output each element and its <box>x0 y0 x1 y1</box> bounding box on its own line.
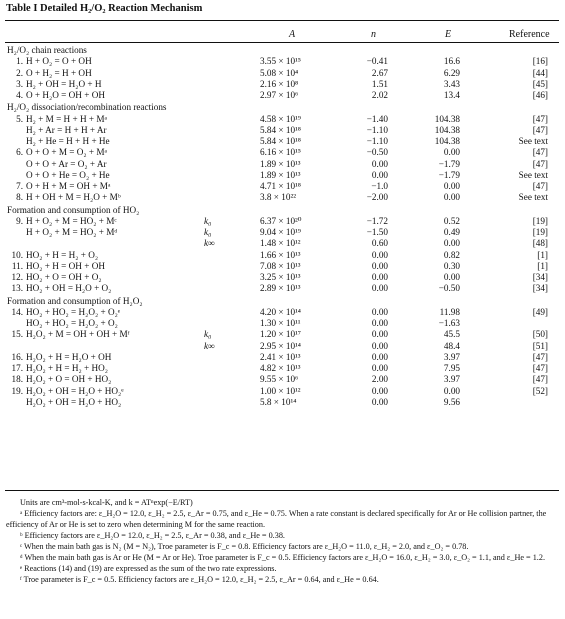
pre-exponential-factor: 1.00 × 10¹² <box>260 385 301 396</box>
reference: [47] <box>532 124 548 135</box>
temperature-exponent: −1.10 <box>366 124 388 135</box>
pre-exponential-factor: 6.16 × 10¹⁵ <box>260 147 301 158</box>
pre-exponential-factor: 4.58 × 10¹⁹ <box>260 113 301 124</box>
reaction-number: 8. <box>16 192 23 203</box>
activation-energy: 0.00 <box>443 238 460 249</box>
reference: [47] <box>532 351 548 362</box>
pre-exponential-factor: 2.89 × 10¹³ <box>260 283 301 294</box>
pre-exponential-factor: 1.30 × 10¹¹ <box>260 318 301 328</box>
section-heading <box>0 45 565 56</box>
reaction-number: 4. <box>16 90 23 100</box>
reaction-number: 6. <box>16 147 23 158</box>
section-heading <box>0 296 565 307</box>
reference: See text <box>518 136 548 146</box>
reaction-equation: H₂ + OH = H₂O + H <box>26 78 102 89</box>
table-row <box>0 136 565 147</box>
reference: [47] <box>532 158 548 169</box>
pre-exponential-factor: 1.89 × 10¹³ <box>260 169 301 180</box>
temperature-exponent: 2.02 <box>371 90 388 100</box>
header-e: E <box>445 29 452 40</box>
temperature-exponent: 0.00 <box>371 272 388 282</box>
activation-energy: 13.4 <box>443 90 460 100</box>
reaction-equation: HO₂ + H = OH + OH <box>26 260 105 271</box>
table-row <box>0 125 565 136</box>
table-row <box>0 329 565 340</box>
table-row <box>0 227 565 238</box>
pre-exponential-factor: 4.71 × 10¹⁸ <box>260 181 301 191</box>
reaction-number: 3. <box>16 78 23 89</box>
activation-energy: −1.63 <box>438 318 460 328</box>
pre-exponential-factor: 3.8 × 10²² <box>260 192 296 203</box>
pre-exponential-factor: 5.84 × 10¹⁸ <box>260 124 301 135</box>
activation-energy: 7.95 <box>443 363 460 373</box>
table-row <box>0 90 565 101</box>
temperature-exponent: 0.00 <box>371 340 388 351</box>
table-row <box>0 114 565 125</box>
reference: [19] <box>532 227 548 237</box>
reaction-equation: H₂ + He = H + H + He <box>26 136 110 146</box>
reference: See text <box>518 192 548 203</box>
reference: [47] <box>532 181 548 191</box>
table-row <box>0 352 565 363</box>
table-row <box>0 56 565 67</box>
pre-exponential-factor: 2.41 × 10¹³ <box>260 351 301 362</box>
temperature-exponent: 0.00 <box>371 260 388 271</box>
reaction-number: 17. <box>11 363 23 373</box>
temperature-exponent: 0.00 <box>371 249 388 260</box>
reference: [46] <box>532 90 548 100</box>
temperature-exponent: −2.00 <box>366 192 388 203</box>
pre-exponential-factor: 9.55 × 10⁶ <box>260 374 299 385</box>
table-row <box>0 159 565 170</box>
reference: See text <box>518 169 548 180</box>
reaction-equation: H₂O₂ + M = OH + OH + Mᶠ <box>26 329 130 340</box>
table-row <box>0 79 565 90</box>
temperature-exponent: −1.10 <box>366 136 388 146</box>
pre-exponential-factor: 2.95 × 10¹⁴ <box>260 340 301 351</box>
temperature-exponent: 0.00 <box>371 351 388 362</box>
reaction-equation: O + H + M = OH + Mᵃ <box>26 181 111 191</box>
section-heading-text: H₂/O₂ dissociation/recombination reactions <box>7 102 167 113</box>
pre-exponential-factor: 1.48 × 10¹² <box>260 238 301 249</box>
reference: [47] <box>532 374 548 385</box>
pre-exponential-factor: 4.82 × 10¹³ <box>260 363 301 373</box>
reference: [34] <box>532 272 548 282</box>
top-rule <box>5 20 559 21</box>
footnote: ᶠ Troe parameter is F_c = 0.5. Efficiency factors are ε_H₂O = 12.0, ε_H₂ = 2.5, ε_Ar = 0.64, and ε_He = 0.64. <box>20 575 379 584</box>
table-row <box>0 261 565 272</box>
activation-energy: 0.30 <box>443 260 460 271</box>
temperature-exponent: 0.00 <box>371 318 388 328</box>
reaction-equation: H₂O₂ + O = OH + HO₂ <box>26 374 112 385</box>
header-reference: Reference <box>509 29 550 40</box>
activation-energy: 11.98 <box>439 306 460 317</box>
reaction-equation: H₂ + M = H + H + Mᵃ <box>26 113 108 124</box>
header-n: n <box>371 29 376 40</box>
temperature-exponent: 0.00 <box>371 158 388 169</box>
pre-exponential-factor: 5.84 × 10¹⁸ <box>260 136 301 146</box>
rate-limit-label: k₀ <box>204 227 212 237</box>
table-row <box>0 341 565 352</box>
header-a: A <box>289 29 296 40</box>
activation-energy: 104.38 <box>434 136 460 146</box>
activation-energy: 0.52 <box>443 215 460 226</box>
table-row <box>0 272 565 283</box>
header-rule <box>5 42 559 43</box>
reaction-equation: O + H₂O = OH + OH <box>26 90 105 100</box>
section-heading <box>0 205 565 216</box>
activation-energy: −1.79 <box>438 158 460 169</box>
temperature-exponent: −1.50 <box>366 227 388 237</box>
activation-energy: 104.38 <box>434 113 460 124</box>
activation-energy: −1.79 <box>438 169 460 180</box>
section-heading <box>0 102 565 113</box>
table-row <box>0 181 565 192</box>
pre-exponential-factor: 1.66 × 10¹³ <box>260 249 301 260</box>
temperature-exponent: −1.40 <box>366 113 388 124</box>
table-row <box>0 374 565 385</box>
pre-exponential-factor: 3.25 × 10¹³ <box>260 272 301 282</box>
table-row <box>0 147 565 158</box>
footnote: ᵉ Reactions (14) and (19) are expressed as the sum of the two rate expressions. <box>20 564 277 573</box>
reaction-equation: HO₂ + O = OH + O₂ <box>26 272 102 282</box>
reaction-equation: O + O + M = O₂ + Mᵃ <box>26 147 108 158</box>
reaction-equation: O + O + Ar = O₂ + Ar <box>26 158 107 169</box>
rate-limit-label: k∞ <box>204 238 215 249</box>
table-title: Table I Detailed H₂/O₂ Reaction Mechanism <box>6 3 203 14</box>
reaction-number: 13. <box>11 283 23 294</box>
reaction-equation: H + OH + M = H₂O + Mᵇ <box>26 192 121 203</box>
pre-exponential-factor: 5.08 × 10⁴ <box>260 67 299 78</box>
table-row <box>0 283 565 294</box>
reaction-equation: H + O₂ = O + OH <box>26 56 92 67</box>
reaction-number: 9. <box>16 215 23 226</box>
reaction-equation: H + O₂ + M = HO₂ + Mᵈ <box>26 227 118 237</box>
table-row <box>0 250 565 261</box>
section-heading-text: H₂/O₂ chain reactions <box>7 45 87 55</box>
reaction-equation: H₂O₂ + H = H₂ + HO₂ <box>26 363 108 373</box>
table-footnotes <box>6 497 556 585</box>
footnote: ᵃ Efficiency factors are: ε_H₂O = 12.0, ε_H₂ = 2.5, ε_Ar = 0.75, and ε_He = 0.75. When a rate constant is declared specifically for Ar or He collision partner, the efficiency of Ar or He is set to zero when determining M for the same reaction. <box>6 509 547 529</box>
temperature-exponent: 0.00 <box>371 396 388 407</box>
reaction-table-body <box>0 45 565 408</box>
rate-limit-label: k₀ <box>204 329 212 340</box>
reference: [47] <box>532 113 548 124</box>
table-row <box>0 238 565 249</box>
activation-energy: 104.38 <box>434 124 460 135</box>
table-row <box>0 307 565 318</box>
activation-energy: 9.56 <box>443 396 460 407</box>
table-row <box>0 192 565 203</box>
temperature-exponent: 0.00 <box>371 306 388 317</box>
activation-energy: 6.29 <box>443 67 460 78</box>
activation-energy: 3.97 <box>443 374 460 385</box>
activation-energy: −0.50 <box>438 283 460 294</box>
footnote: ᵇ Efficiency factors are ε_H₂O = 12.0, ε_H₂ = 2.5, ε_Ar = 0.38, and ε_He = 0.38. <box>20 531 285 540</box>
activation-energy: 3.97 <box>443 351 460 362</box>
activation-energy: 16.6 <box>443 56 460 67</box>
reference: [48] <box>532 238 548 249</box>
reference: [52] <box>532 385 548 396</box>
reaction-number: 7. <box>16 181 23 191</box>
reaction-number: 14. <box>11 306 23 317</box>
reaction-equation: H₂ + Ar = H + H + Ar <box>26 124 107 135</box>
temperature-exponent: 2.00 <box>371 374 388 385</box>
reaction-equation: H₂O₂ + H = H₂O + OH <box>26 351 112 362</box>
activation-energy: 45.5 <box>443 329 460 340</box>
activation-energy: 0.00 <box>443 181 460 191</box>
temperature-exponent: 0.00 <box>371 363 388 373</box>
reference: [1] <box>537 260 548 271</box>
pre-exponential-factor: 2.97 × 10⁶ <box>260 90 299 100</box>
pre-exponential-factor: 1.89 × 10¹³ <box>260 158 301 169</box>
activation-energy: 3.43 <box>443 78 460 89</box>
reaction-equation: H + O₂ + M = HO₂ + Mᶜ <box>26 215 117 226</box>
reaction-equation: HO₂ + HO₂ = H₂O₂ + O₂ <box>26 318 118 328</box>
table-row <box>0 363 565 374</box>
section-heading-text: Formation and consumption of H₂O₂ <box>7 295 143 306</box>
temperature-exponent: −1.72 <box>366 215 388 226</box>
temperature-exponent: −0.50 <box>366 147 388 158</box>
reference: [34] <box>532 283 548 294</box>
reaction-number: 12. <box>11 272 23 282</box>
activation-energy: 0.00 <box>443 147 460 158</box>
pre-exponential-factor: 6.37 × 10²⁰ <box>260 215 302 226</box>
pre-exponential-factor: 5.8 × 10¹⁴ <box>260 396 297 407</box>
rate-limit-label: k₀ <box>204 215 212 226</box>
reaction-number: 16. <box>11 351 23 362</box>
footnote: ᵈ When the main bath gas is Ar or He (M = Ar or He). Troe parameter is F_c = 0.5. Efficiency factors are ε_H₂O = 16.0, ε_H₂ = 3.0, ε_O₂ = 1.1, and ε_He = 1.2. <box>20 553 545 562</box>
units-note: Units are cm³-mol-s-kcal-K, and k = ATⁿexp(−E/RT) <box>20 498 193 507</box>
reaction-equation: H₂O₂ + OH = H₂O + HO₂ <box>26 396 122 407</box>
temperature-exponent: 0.00 <box>371 169 388 180</box>
reference: [19] <box>532 215 548 226</box>
reaction-equation: H₂O₂ + OH = H₂O + HO₂ᵉ <box>26 385 124 396</box>
reaction-equation: HO₂ + H = H₂ + O₂ <box>26 249 99 260</box>
activation-energy: 0.82 <box>443 249 460 260</box>
reaction-equation: HO₂ + OH = H₂O + O₂ <box>26 283 112 294</box>
temperature-exponent: 0.00 <box>371 283 388 294</box>
temperature-exponent: −1.0 <box>371 181 388 191</box>
reaction-number: 15. <box>11 329 23 340</box>
activation-energy: 0.49 <box>443 227 460 237</box>
temperature-exponent: 1.51 <box>371 78 388 89</box>
reaction-equation: HO₂ + HO₂ = H₂O₂ + O₂ᵉ <box>26 306 121 317</box>
pre-exponential-factor: 2.16 × 10⁸ <box>260 78 299 89</box>
reaction-number: 1. <box>16 56 23 67</box>
reaction-number: 5. <box>16 113 23 124</box>
pre-exponential-factor: 9.04 × 10¹⁹ <box>260 227 301 237</box>
reference: [45] <box>532 78 548 89</box>
reference: [50] <box>532 329 548 340</box>
reaction-number: 19. <box>11 385 23 396</box>
footnote: ᶜ When the main bath gas is N₂ (M = N₂), Troe parameter is F_c = 0.8. Efficiency factors are ε_H₂O = 11.0, ε_H₂ = 2.0, and ε_O₂ = 0.78. <box>20 542 469 551</box>
reference: [1] <box>537 249 548 260</box>
reference: [16] <box>532 56 548 67</box>
table-row <box>0 386 565 397</box>
temperature-exponent: 2.67 <box>371 67 388 78</box>
reaction-equation: O + H₂ = H + OH <box>26 67 92 78</box>
pre-exponential-factor: 7.08 × 10¹³ <box>260 260 301 271</box>
activation-energy: 48.4 <box>443 340 460 351</box>
bottom-rule <box>5 490 559 491</box>
activation-energy: 0.00 <box>443 192 460 203</box>
pre-exponential-factor: 1.20 × 10¹⁷ <box>260 329 301 340</box>
reference: [51] <box>532 340 548 351</box>
reaction-number: 10. <box>11 249 23 260</box>
reference: [47] <box>532 363 548 373</box>
table-row <box>0 216 565 227</box>
table-row <box>0 68 565 79</box>
reaction-number: 2. <box>16 67 23 78</box>
activation-energy: 0.00 <box>443 385 460 396</box>
temperature-exponent: 0.00 <box>371 329 388 340</box>
activation-energy: 0.00 <box>443 272 460 282</box>
table-row <box>0 170 565 181</box>
reaction-number: 18. <box>11 374 23 385</box>
pre-exponential-factor: 4.20 × 10¹⁴ <box>260 306 301 317</box>
reaction-equation: O + O + He = O₂ + He <box>26 169 110 180</box>
reaction-number: 11. <box>11 260 23 271</box>
temperature-exponent: −0.41 <box>366 56 388 67</box>
table-row <box>0 397 565 408</box>
table-row <box>0 318 565 329</box>
reference: [49] <box>532 306 548 317</box>
reference: [44] <box>532 67 548 78</box>
temperature-exponent: 0.00 <box>371 385 388 396</box>
temperature-exponent: 0.60 <box>371 238 388 249</box>
pre-exponential-factor: 3.55 × 10¹⁵ <box>260 56 301 67</box>
section-heading-text: Formation and consumption of HO₂ <box>7 204 140 215</box>
reference: [47] <box>532 147 548 158</box>
rate-limit-label: k∞ <box>204 340 215 351</box>
